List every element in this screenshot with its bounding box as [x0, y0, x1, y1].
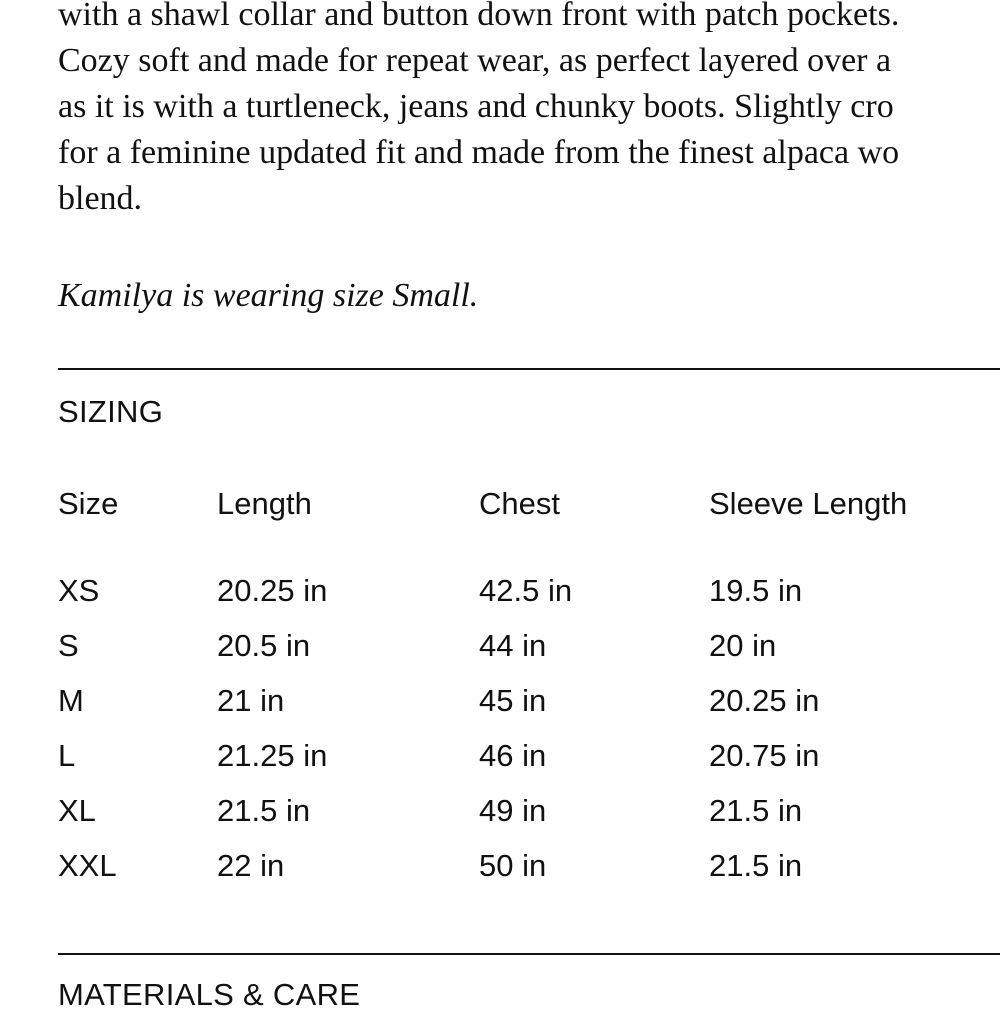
- length-cell: 20.5 in: [217, 628, 311, 663]
- column-header-sleeve-length: Sleeve Length: [709, 486, 908, 521]
- size-cell: M: [58, 683, 84, 718]
- sizing-divider: [58, 368, 1000, 370]
- column-header-chest: Chest: [479, 486, 560, 521]
- materials-care-heading[interactable]: MATERIALS & CARE: [58, 977, 361, 1012]
- product-description: [58, 0, 1000, 222]
- sleeve-length-cell: 21.5 in: [709, 848, 803, 883]
- size-cell: XL: [58, 793, 96, 828]
- model-size-note: Kamilya is wearing size Small.: [58, 277, 479, 314]
- sizing-heading: SIZING: [58, 394, 164, 429]
- sleeve-length-cell: 20 in: [709, 628, 777, 663]
- size-cell: XS: [58, 573, 100, 608]
- sleeve-length-cell: 20.25 in: [709, 683, 820, 718]
- materials-divider: [58, 953, 1000, 955]
- length-cell: 21.25 in: [217, 738, 328, 773]
- size-cell: S: [58, 628, 79, 663]
- size-cell: XXL: [58, 848, 117, 883]
- chest-cell: 49 in: [479, 793, 547, 828]
- description-line: blend.: [58, 180, 143, 217]
- description-line: for a feminine updated fit and made from the finest alpaca wo: [58, 134, 900, 171]
- size-cell: L: [58, 738, 76, 773]
- chest-cell: 46 in: [479, 738, 547, 773]
- sleeve-length-cell: 20.75 in: [709, 738, 820, 773]
- column-header-length: Length: [217, 486, 312, 521]
- chest-cell: 42.5 in: [479, 573, 573, 608]
- length-cell: 21 in: [217, 683, 285, 718]
- chest-cell: 44 in: [479, 628, 547, 663]
- sleeve-length-cell: 21.5 in: [709, 793, 803, 828]
- chest-cell: 50 in: [479, 848, 547, 883]
- description-line: with a shawl collar and button down front with patch pockets.: [58, 0, 900, 33]
- length-cell: 21.5 in: [217, 793, 311, 828]
- description-line: as it is with a turtleneck, jeans and chunky boots. Slightly cro: [58, 88, 894, 125]
- length-cell: 20.25 in: [217, 573, 328, 608]
- description-line: Cozy soft and made for repeat wear, as perfect layered over a: [58, 42, 892, 79]
- sleeve-length-cell: 19.5 in: [709, 573, 803, 608]
- chest-cell: 45 in: [479, 683, 547, 718]
- length-cell: 22 in: [217, 848, 285, 883]
- column-header-size: Size: [58, 486, 119, 521]
